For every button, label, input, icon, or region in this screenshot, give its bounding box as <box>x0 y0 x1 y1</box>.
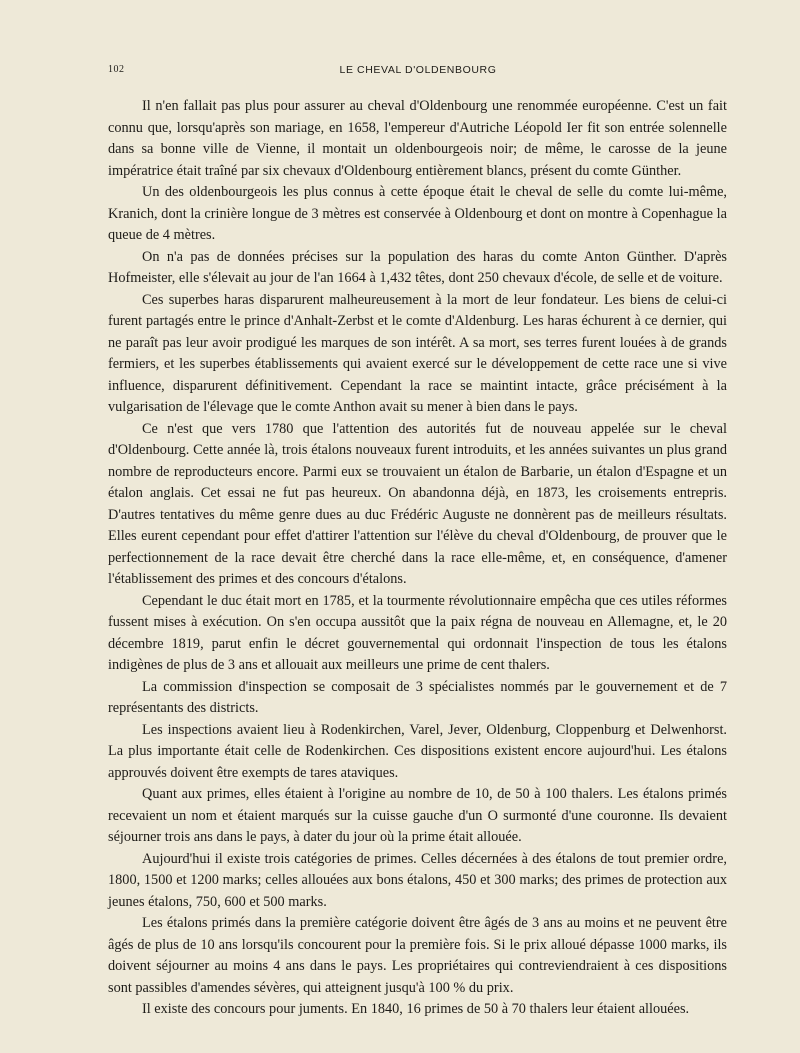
body-text <box>108 96 727 1021</box>
paragraph: Quant aux primes, elles étaient à l'origine au nombre de 10, de 50 à 100 thalers. Les étalons primés recevaient un nom et étaient marqués sur la cuisse gauche d'un O surmonté d'une couronne. Ils devaient séjourner trois ans dans le pays, à dater du jour où la prime était allouée. <box>108 786 727 845</box>
page-header <box>108 64 728 80</box>
page-number: 102 <box>108 64 125 75</box>
paragraph: Les étalons primés dans la première catégorie doivent être âgés de 3 ans au moins et ne peuvent être âgés de plus de 10 ans lorsqu'ils concourent pour la première fois. Si le prix alloué dépasse 1000 marks, ils doivent séjourner au moins 4 ans dans le pays. Les propriétaires qui contreviendraient à ces dispositions sont passibles d'amendes sévères, qui atteignent jusqu'à 100 % du prix. <box>108 915 727 996</box>
paragraph: Ces superbes haras disparurent malheureusement à la mort de leur fondateur. Les biens de celui-ci furent partagés entre le prince d'Anhalt-Zerbst et le comte d'Aldenburg. Les haras échurent à ce dernier, qui ne paraît pas leur avoir prodigué les marques de son intérêt. A sa mort, ses terres furent louées à de grands fermiers, et les superbes établissements qui avaient exercé sur le développement de cette race une si vive influence, disparurent définitivement. Cependant la race se maintint intacte, grâce précisément à la vulgarisation de l'élevage que le comte Anthon avait su mener à bien dans le pays. <box>108 291 727 415</box>
paragraph: La commission d'inspection se composait de 3 spécialistes nommés par le gouvernement et de 7 représentants des districts. <box>108 678 727 716</box>
paragraph: Aujourd'hui il existe trois catégories de primes. Celles décernées à des étalons de tout premier ordre, 1800, 1500 et 1200 marks; celles allouées aux bons étalons, 450 et 300 marks; des primes de protection aux jeunes étalons, 750, 600 et 500 marks. <box>108 850 727 910</box>
paragraph: Les inspections avaient lieu à Rodenkirchen, Varel, Jever, Oldenburg, Cloppenburg et Delwenhorst. La plus importante était celle de Rodenkirchen. Ces dispositions existent encore aujourd'hui. Les étalons approuvés doivent être exempts de tares ataviques. <box>108 721 727 781</box>
paragraph: Cependant le duc était mort en 1785, et la tourmente révolutionnaire empêcha que ces utiles réformes fussent mises à exécution. On s'en occupa aussitôt que la paix régna de nouveau en Allemagne, et, le 20 décembre 1819, parut enfin le décret gouvernemental qui ordonnait l'inspection de tous les étalons indigènes de plus de 3 ans et allouait aux meilleurs une prime de cent thalers. <box>108 592 727 673</box>
paragraph: On n'a pas de données précises sur la population des haras du comte Anton Günther. D'après Hofmeister, elle s'élevait au jour de l'an 1664 à 1,432 têtes, dont 250 chevaux d'école, de selle et de voiture. <box>108 248 727 286</box>
paragraph: Un des oldenbourgeois les plus connus à cette époque était le cheval de selle du comte lui-même, Kranich, dont la crinière longue de 3 mètres est conservée à Oldenbourg et dont on montre à Copenhague la queue de 4 mètres. <box>108 184 727 243</box>
running-title: LE CHEVAL D'OLDENBOURG <box>339 64 497 76</box>
paragraph: Il existe des concours pour juments. En 1840, 16 primes de 50 à 70 thalers leur étaient allouées. <box>142 1001 690 1017</box>
paragraph: Il n'en fallait pas plus pour assurer au cheval d'Oldenbourg une renommée européenne. C'est un fait connu que, lorsqu'après son mariage, en 1658, l'empereur d'Autriche Léopold Ier fit son entrée solennelle dans sa bonne ville de Vienne, il montait un oldenbourgeois noir; de même, le carosse de la jeune impératrice était traîné par six chevaux d'Oldenbourg entièrement blancs, présent du comte Günther. <box>108 98 727 179</box>
paragraph: Ce n'est que vers 1780 que l'attention des autorités fut de nouveau appelée sur le cheval d'Oldenbourg. Cette année là, trois étalons nouveaux furent introduits, et les années suivantes un plus grand nombre de reproducteurs encore. Parmi eux se trouvaient un étalon de Barbarie, un étalon d'Espagne et un étalon anglais. Cet essai ne fut pas heureux. On abandonna déjà, en 1873, les croisements entrepris. D'autres tentatives du même genre dues au duc Frédéric Auguste ne donnèrent pas de meilleurs résultats. Elles eurent cependant pour effet d'attirer l'attention sur l'élève du cheval d'Oldenbourg, de prouver que le perfectionnement de la race devait être cherché dans la race elle-même, et, en conséquence, d'amener l'établissement des primes et des concours d'étalons. <box>108 420 727 587</box>
